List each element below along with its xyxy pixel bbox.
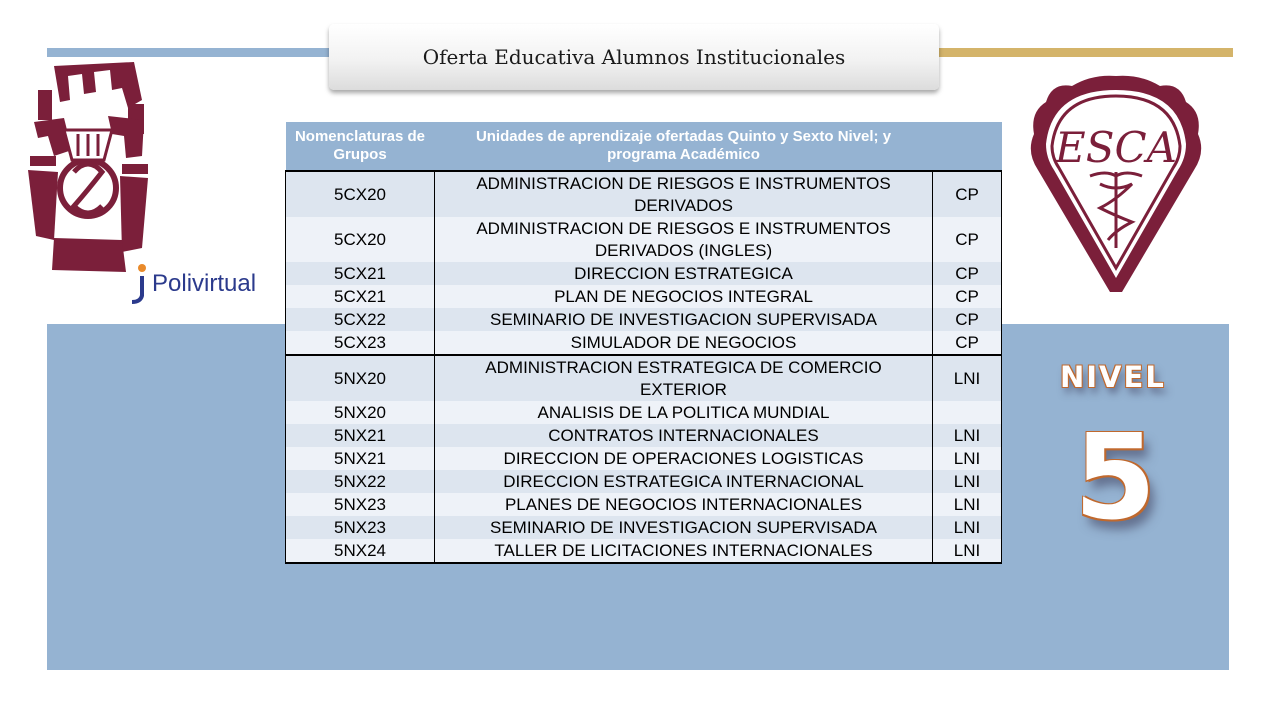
group-cell: 5NX20 bbox=[286, 401, 435, 424]
group-cell: 5NX23 bbox=[286, 493, 435, 516]
program-cell: LNI bbox=[933, 355, 1002, 401]
unit-cell: SIMULADOR DE NEGOCIOS bbox=[435, 331, 933, 355]
level-label: NIVEL bbox=[1060, 360, 1166, 394]
level-number: 5 bbox=[1074, 408, 1157, 546]
table-row bbox=[286, 401, 1002, 424]
table-header-row bbox=[286, 122, 1002, 171]
ipn-logo bbox=[24, 60, 152, 272]
header-units: Unidades de aprendizaje ofertadas Quinto y Sexto Nivel; y programa Académico bbox=[435, 122, 933, 171]
unit-cell: DIRECCION ESTRATEGICA INTERNACIONAL bbox=[435, 470, 933, 493]
unit-cell: CONTRATOS INTERNACIONALES bbox=[435, 424, 933, 447]
top-gold-bar bbox=[930, 48, 1233, 57]
group-cell: 5NX21 bbox=[286, 424, 435, 447]
table-row bbox=[286, 355, 1002, 401]
program-cell: CP bbox=[933, 217, 1002, 262]
program-cell: CP bbox=[933, 171, 1002, 217]
unit-cell: PLAN DE NEGOCIOS INTEGRAL bbox=[435, 285, 933, 308]
svg-text:ESCA: ESCA bbox=[1055, 123, 1177, 172]
group-cell: 5CX22 bbox=[286, 308, 435, 331]
page-title: Oferta Educativa Alumnos Institucionales bbox=[422, 45, 846, 69]
program-cell: LNI bbox=[933, 516, 1002, 539]
table-row bbox=[286, 493, 1002, 516]
program-cell: LNI bbox=[933, 493, 1002, 516]
group-cell: 5NX20 bbox=[286, 355, 435, 401]
group-cell: 5NX23 bbox=[286, 516, 435, 539]
program-cell: CP bbox=[933, 308, 1002, 331]
unit-cell: ANALISIS DE LA POLITICA MUNDIAL bbox=[435, 401, 933, 424]
table-row bbox=[286, 217, 1002, 262]
unit-cell: ADMINISTRACION DE RIESGOS E INSTRUMENTOS DERIVADOS bbox=[435, 171, 933, 217]
table-row bbox=[286, 285, 1002, 308]
group-cell: 5CX23 bbox=[286, 331, 435, 355]
polivirtual-text: Polivirtual bbox=[152, 270, 257, 297]
title-box bbox=[329, 24, 939, 90]
program-cell: CP bbox=[933, 331, 1002, 355]
table-row bbox=[286, 262, 1002, 285]
group-cell: 5CX21 bbox=[286, 285, 435, 308]
polivirtual-mark-icon bbox=[128, 262, 150, 306]
table-row bbox=[286, 516, 1002, 539]
unit-cell: TALLER DE LICITACIONES INTERNACIONALES bbox=[435, 539, 933, 563]
unit-cell: ADMINISTRACION ESTRATEGICA DE COMERCIO EXTERIOR bbox=[435, 355, 933, 401]
program-cell: CP bbox=[933, 285, 1002, 308]
header-group: Nomenclaturas de Grupos bbox=[286, 122, 435, 171]
group-cell: 5NX21 bbox=[286, 447, 435, 470]
unit-cell: PLANES DE NEGOCIOS INTERNACIONALES bbox=[435, 493, 933, 516]
table-row bbox=[286, 539, 1002, 563]
program-cell: LNI bbox=[933, 470, 1002, 493]
table-row bbox=[286, 308, 1002, 331]
group-cell: 5CX20 bbox=[286, 217, 435, 262]
unit-cell: DIRECCION DE OPERACIONES LOGISTICAS bbox=[435, 447, 933, 470]
header-program bbox=[933, 122, 1002, 171]
table-row bbox=[286, 447, 1002, 470]
group-cell: 5NX24 bbox=[286, 539, 435, 563]
group-cell: 5CX21 bbox=[286, 262, 435, 285]
unit-cell: DIRECCION ESTRATEGICA bbox=[435, 262, 933, 285]
unit-cell: SEMINARIO DE INVESTIGACION SUPERVISADA bbox=[435, 308, 933, 331]
program-cell: LNI bbox=[933, 447, 1002, 470]
program-cell: LNI bbox=[933, 539, 1002, 563]
table-row bbox=[286, 171, 1002, 217]
table-row bbox=[286, 470, 1002, 493]
program-cell: CP bbox=[933, 262, 1002, 285]
unit-cell: SEMINARIO DE INVESTIGACION SUPERVISADA bbox=[435, 516, 933, 539]
program-cell: LNI bbox=[933, 424, 1002, 447]
top-blue-bar bbox=[47, 48, 337, 57]
table-row bbox=[286, 331, 1002, 355]
program-cell bbox=[933, 401, 1002, 424]
unit-cell: ADMINISTRACION DE RIESGOS E INSTRUMENTOS DERIVADOS (INGLES) bbox=[435, 217, 933, 262]
table-row bbox=[286, 424, 1002, 447]
polivirtual-logo bbox=[128, 260, 273, 308]
course-offer-table bbox=[285, 122, 1002, 564]
esca-logo bbox=[1030, 72, 1202, 296]
group-cell: 5CX20 bbox=[286, 171, 435, 217]
group-cell: 5NX22 bbox=[286, 470, 435, 493]
